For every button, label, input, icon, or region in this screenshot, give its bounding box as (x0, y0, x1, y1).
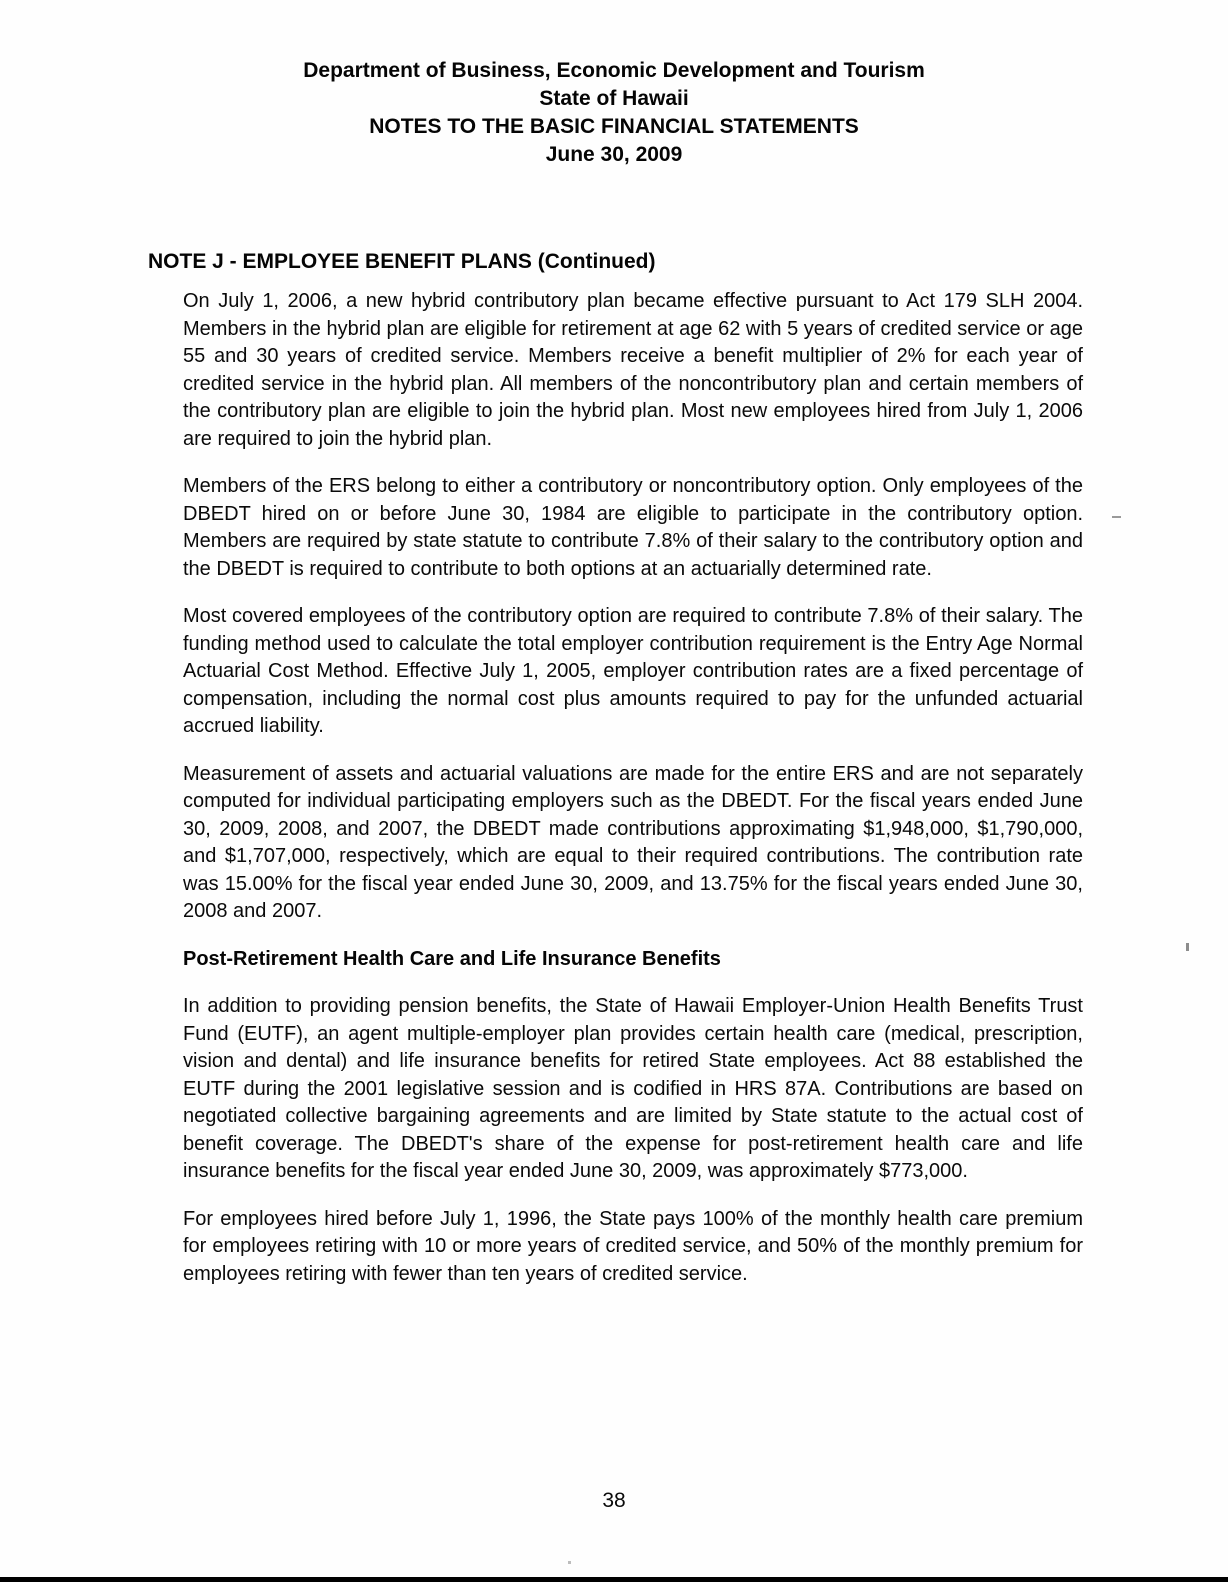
paragraph-hybrid-plan: On July 1, 2006, a new hybrid contributory plan became effective pursuant to Act 179 SLH 2004. Members in the hybrid plan are eligible for retirement at age 62 with 5 years of credited service or age 55 and 30 years of credited service. Members receive a benefit multiplier of 2% for each year of credited service in the hybrid plan. All members of the noncontributory plan and certain members of the contributory plan are eligible to join the hybrid plan. Most new employees hired from July 1, 2006 are required to join the hybrid plan. (183, 290, 1083, 450)
document-body (183, 288, 1083, 1308)
scan-bottom-edge (0, 1577, 1228, 1582)
header-date-line: June 30, 2009 (545, 143, 683, 166)
paragraph-ers-options: Members of the ERS belong to either a contributory or noncontributory option. Only employees of the DBEDT hired on or before June 30, 1984 are eligible to participate in the contributory option. Members are required by state statute to contribute 7.8% of their salary to the contributory option and the DBEDT is required to contribute to both options at an actuarially determined rate. (183, 475, 1083, 580)
note-heading: NOTE J - EMPLOYEE BENEFIT PLANS (Continued) (148, 250, 656, 273)
header-department-line: Department of Business, Economic Development and Tourism (303, 59, 925, 82)
page-number: 38 (602, 1489, 626, 1512)
scan-artifact-dash (1112, 516, 1121, 518)
header-title-line: NOTES TO THE BASIC FINANCIAL STATEMENTS (369, 115, 859, 138)
scan-artifact-tick (1186, 943, 1189, 951)
paragraph-premium: For employees hired before July 1, 1996, the State pays 100% of the monthly health care premium for employees retiring with 10 or more years of credited service, and 50% of the monthly premium for employees retiring with fewer than ten years of credited service. (183, 1207, 1083, 1285)
subheading-post-retirement: Post-Retirement Health Care and Life Insurance Benefits (183, 947, 721, 970)
paragraph-funding-method: Most covered employees of the contributory option are required to contribute 7.8% of their salary. The funding method used to calculate the total employer contribution requirement is the Entry Age Normal Actuarial Cost Method. Effective July 1, 2005, employer contribution rates are a fixed percentage of compensation, including the normal cost plus amounts required to pay for the unfunded actuarial accrued liability. (183, 605, 1083, 737)
document-header (0, 57, 1228, 169)
paragraph-contributions: Measurement of assets and actuarial valuations are made for the entire ERS and are not separately computed for individual participating employers such as the DBEDT. For the fiscal years ended June 30, 2009, 2008, and 2007, the DBEDT made contributions approximating $1,948,000, $1,790,000, and $1,707,000, respectively, which are equal to their required contributions. The contribution rate was 15.00% for the fiscal year ended June 30, 2009, and 13.75% for the fiscal years ended June 30, 2008 and 2007. (183, 762, 1083, 922)
header-state-line: State of Hawaii (539, 87, 689, 110)
scan-artifact-speck (568, 1561, 571, 1564)
paragraph-eutf: In addition to providing pension benefits, the State of Hawaii Employer-Union Health Benefits Trust Fund (EUTF), an agent multiple-employer plan provides certain health care (medical, prescription, vision and dental) and life insurance benefits for retired State employees. Act 88 established the EUTF during the 2001 legislative session and is codified in HRS 87A. Contributions are based on negotiated collective bargaining agreements and are limited by State statute to the actual cost of benefit coverage. The DBEDT's share of the expense for post-retirement health care and life insurance benefits for the fiscal year ended June 30, 2009, was approximately $773,000. (183, 995, 1083, 1182)
